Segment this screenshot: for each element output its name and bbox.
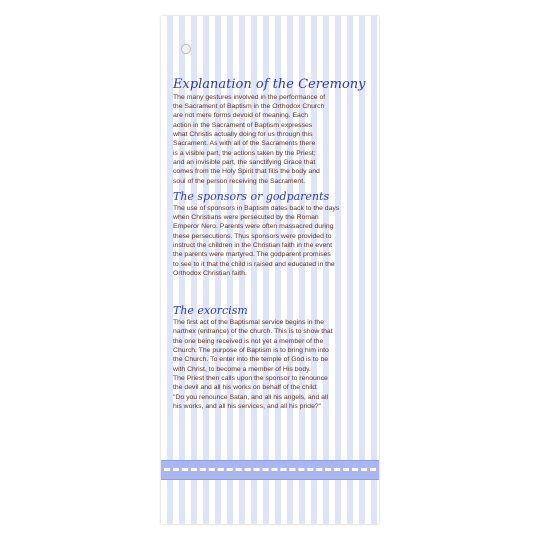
text-line: Sacrament. As with all of the Sacraments there <box>173 140 316 148</box>
text-line: The many gestures involved in the performance of <box>173 93 326 101</box>
text-line: The use of sponsors in Baptism dates back to the days <box>173 204 340 212</box>
text-line: with Christ, to become a member of His body. <box>173 365 311 373</box>
text-line: narthex (entrance) of the church. This is to show that <box>173 328 333 336</box>
ribbon-stitching <box>164 468 376 471</box>
text-line: the devil and all his works on behalf of the child: <box>173 384 318 392</box>
card-content <box>173 78 371 411</box>
text-line: and an invisible part, the sanctifying Grace that <box>173 159 316 167</box>
text-line: instruct the children in the Christian faith in the event <box>173 242 333 249</box>
text-line: The Priest then calls upon the sponsor to renounce <box>173 374 328 382</box>
text-line: to see to it that the child is raised and educated in the <box>173 260 335 268</box>
text-line: his works, and all his services, and all his pride?" <box>173 403 322 411</box>
section-body <box>173 204 371 279</box>
text-line: Orthodox Christian faith. <box>173 270 247 278</box>
section-exorcism <box>173 305 371 411</box>
decorative-ribbon <box>161 460 379 480</box>
text-line: these persecutions. Thus sponsors were provided to <box>173 232 332 240</box>
section-heading: The exorcism <box>173 304 248 318</box>
text-line: comes from the Holy Spirit that fills the body and <box>173 168 320 176</box>
section-sponsors <box>173 191 371 278</box>
text-line: the one being received is not yet a member of the <box>173 337 324 345</box>
text-line: the parents were martyred. The godparent promises <box>173 251 331 259</box>
text-line: the Sacrament of Baptism in the Orthodox Church <box>173 102 325 110</box>
text-line: what Christis actually doing for us through this <box>173 131 313 139</box>
text-line: is a visible part, the actions taken by the Priest; <box>173 149 316 157</box>
text-line: the Church. To enter into the temple of God is to be <box>173 356 329 364</box>
section-heading: Explanation of the Ceremony <box>173 77 366 92</box>
text-line: "Do you renounce Satan, and all his angels, and all <box>173 393 328 401</box>
punch-hole <box>181 44 191 54</box>
program-card <box>161 16 379 524</box>
text-line: soul of the person receiving the Sacrament. <box>173 177 306 185</box>
section-explanation <box>173 78 371 186</box>
section-heading: The sponsors or godparents <box>173 190 330 204</box>
text-line: are not mere forms devoid of meaning. Each <box>173 112 309 120</box>
section-body <box>173 318 371 411</box>
text-line: The first act of the Baptismal service begins in the <box>173 318 325 326</box>
section-body <box>173 93 371 186</box>
text-line: Church. The purpose of Baptism is to bring him into <box>173 346 329 354</box>
text-line: Emperor Nero. Parents were often massacred during <box>173 223 334 231</box>
text-line: action in the Sacrament of Baptism expresses <box>173 121 313 129</box>
text-line: when Christians were persecuted by the Roman <box>173 213 319 221</box>
